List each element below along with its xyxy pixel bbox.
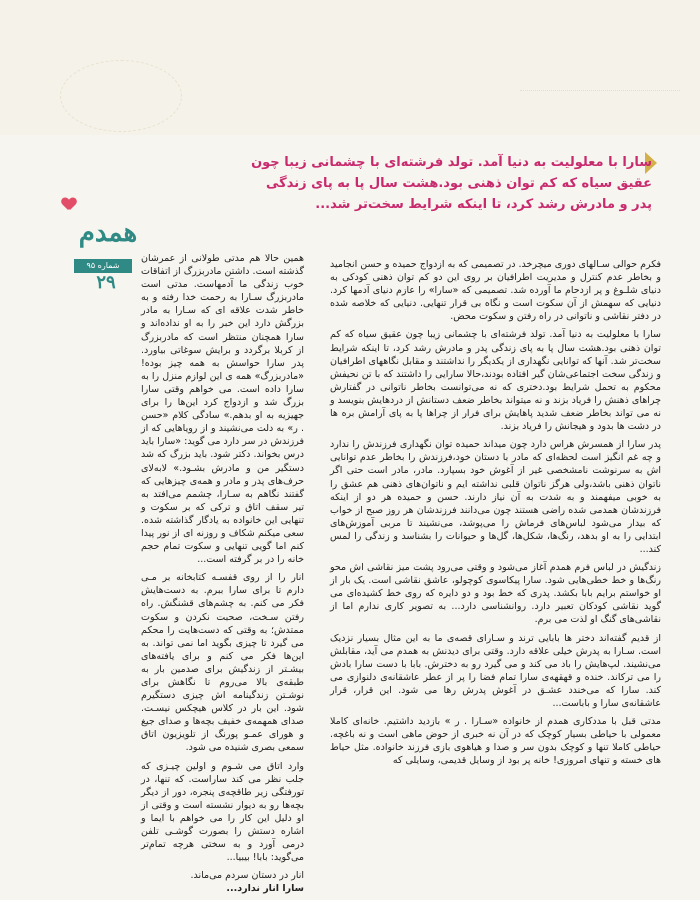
paragraph: مدتی قبل با مددکاری همدم از خانواده «سـارا . ر » بازدید داشتیم. خانه‌ای کاملا معمولی با حیاطی بسیار کوچک که در آن نه خبری از حوض ماهی است و نه باغچه. حیاطی کاملا تنها و کوچک بدون سر و صدا و هیاهوی بازی فرزند خانواده. مثل حیاط های خسته و تنهای امروزی! خانه پر بود از وسایل قدیمی، وسایلی که bbox=[330, 716, 661, 767]
decorative-swirl bbox=[60, 60, 182, 132]
article-ending: سارا انار ندارد... bbox=[226, 883, 304, 895]
heart-icon bbox=[62, 198, 76, 210]
paragraph: زندگیش در لباس فرم همدم آغاز می‌شود و وقتی می‌رود پشت میز نقاشی اش محو رنگ‌ها و خط خطی‌هایی شود. سارا پیکاسوی کوچولو، عاشق نقاشی است. یک بار از او خواستم برایم بابا بکشد. پدری که خط بود و دو دایره که روی خط کشیده‌ای می گوید نقاشی کودکان تعبیر دارد. روانشناسی دارد... به تصویر کاری ندارم اما از نقاشی‌های گنگ او لذت می برم. bbox=[330, 562, 661, 626]
page-number: ۲۹ bbox=[96, 272, 116, 293]
paragraph: وارد اتاق می شـوم و اولین چیـزی که جلب نظر می کند ساراست. که تنها، در تورفتگی زیر طاقچه‌ی پنجره، دور از دیگر بچه‌ها رو به دیوار نشسته است و وقتی از او دلیل این کار را می خواهم با ایما و اشاره دستش را بصورت گوشـی تلفن درمی آورد و به سختی هرچه تمام‌تر می‌گوید: بابا! بیبیا... bbox=[141, 760, 304, 864]
paragraph: فکرم حوالی سـالهای دوری میچرخد. در تصمیمی که به ازدواج حمیده و حسن انجامید و بخاطر عدم کنترل و مدیریت اطرافیان بر روی این دو کم توان ذهنی کودکی به دنیای شلـوغ و پر ازدحام ما آورده شد. تصمیمی که «سارا» را عازم دنیای آدمها کرد. دنیایی که سهمش از آن سکوت است و نگاه بی قرار تنهایی. دنیایی که خلاصه شده در دفتر نقاشی و ناتوانی در راه رفتن و سکوت محض. bbox=[330, 259, 661, 323]
magazine-logo: همدم bbox=[78, 218, 138, 248]
decorative-line bbox=[520, 90, 680, 121]
article-column-left bbox=[141, 252, 304, 900]
paragraph: پدر سارا از همسرش هراس دارد چون میداند حمیده توان نگهداری فرزندش را ندارد و چه غم انگیز است لحظه‌ای که مادر با دستان خود،فرزندش را بخاطر عدم توانایی اش به سرنوشت نامشخصی غیر از آغوش خود بسپارد. مادر، مادر است حتی اگر ناتوان ذهنی باشد،ولی هرگز ناتوان قلبی نداشته ایم و ناتوان‌های ذهنی هم عشق را به خوبی میفهمند و به شدت به آن نیاز دارند. حسن و حمیده هر دو از اینکه فرزندشان همدمی شده راضی هستند چون می‌دانند فرزندشان هر روز صبح از خواب که بیدار می‌شود لباس‌های فرماش را می‌پوشد، می‌نشیند تا مربی آموزش‌های ابتدایی را به او بدهد، رنگ‌ها، شکل‌ها، گل‌ها و حیوانات را بشناسد و زندگی را لمس کند... bbox=[330, 439, 661, 555]
issue-badge: شماره ۹۵ bbox=[74, 259, 132, 273]
paragraph: انار در دستان سردم می‌ماند. bbox=[190, 870, 304, 882]
paragraph: سارا با معلولیت به دنیا آمد. تولد فرشته‌ای با چشمانی زیبا چون عقیق سیاه که کم توان ذهنی بود.هشت سال پا به پای زندگی پدر و مادرش رشد کرد، تا اینکه شرایط سخت‌تر شد. آنها که توانایی نگهداری از یکدیگر را نداشتند و مقابل نگاههای اطرافیان و زندگی سخت اجتماعی‌شان گیر افتاده بودند،حالا سارایی را داشتند که با تن نحیفش محکوم به تحمل شرایط بود.دختری که نه می‌توانست بخاطر ناتوانی در گفتارش چراهای ذهنش را فریاد بزند و نه میتواند بخاطر ضعف دستانش از دردهایش بنویسد و نه می تواند بخاطر ضعف شدید پاهایش برای فرار از چراها پا به پای آرامش بره ها در دشت ها بدود و هیجانش را فریاد بزند. bbox=[330, 329, 661, 433]
paragraph: انار را از روی قفسـه کتابخانه بر مـی دارم تا برای سارا ببرم. به دست‌هایش فکر می کنم. به چشم‌های قشنگش. راه رفتن سـخت، صحبت نکردن و سکوت ممتدش؛ به وقتی که دست‌هایت را محکم می گیرد تا چیزی بگوید اما نمی تواند. به این‌ها فکر می کنم و برای یافته‌های بیشـتر از زندگیش برای صدمین بار به طبقه‌ی بالا می‌روم تا نگاهش برای نوشـتن زندگینامه اش چیزی دستگیرم شود. این بار در کلاس هیچکس نیسـت. صدای همهمه‌ی خفیف بچه‌ها و صدای جیغ و هورای عمـو پورنگ از تلویزیون اتاق سمعی بصری شنیده می شود. bbox=[141, 572, 304, 754]
paragraph: از قدیم گفته‌اند دختر ها بابایی ترند و سـارای قصه‌ی ما به این مثال بسیار نزدیک است. سـارا به پدرش خیلی علاقه دارد. وقتی برای دیدنش به همدم می آید، مقابلش می‌نشیند. لپ‌هایش را باد می کند و می گیرد رو به دخترش. بابا با دست سارا بادش را می ترکاند. خنده و قهقهه‌ی سارا تمام فضا را پر از عطر عاشقانه‌ی دلنوازی می کند. سارا که می‌خندد عشـق در آغوش پدرش رها می شود. این قرار، قرار عاشقانه‌ی سارا و باباست... bbox=[330, 632, 661, 709]
article-column-right bbox=[330, 258, 661, 772]
lead-paragraph: سارا با معلولیت به دنیا آمد. تولد فرشته‌ای با چشمانی زیبا چون عقیق سیاه که کم توان ذهنی بود.هشت سال پا به پای زندگی پدر و مادرش رشد کرد، تا اینکه شرایط سخت‌تر شد... bbox=[251, 155, 652, 212]
paragraph: همین حالا هم مدتی طولانی از عمرشان گذشته است. داشتن مادربزرگ از اتفاقات خوب زندگی ما آدمهاست. مدتی است مادربزرگ سـارا به رحمت خدا رفته و به خاطر شدت علاقه ای که سـارا به مادر بزرگش دارد این خبر را به او نداده‌اند و سارا همچنان منتظر است که مادربزرگ از کربلا برگردد و برایش سوغاتی بیاورد. پدر سارا حواسش به همه چیز بوده! «مادربزرگ» همه ی این لوازم منزل را به سارا داده است. می خواهم وقتی سارا بزرگ شد و ازدواج کرد این‌ها را برای جهیزیه به او بدهم.» سادگی کلام «حسن . ر» به دلت می‌نشیند و از رویاهایی که از فرزندش در سر دارد می گوید: «سارا باید درس بخواند. دکتر شود. باید بزرگ که شد دستگیر من و مادرش بشـود.» لابه‌لای حرف‌های پدر و مادر و همه‌ی چیزهایی که گفتند نگاهم به سـارا، چشمم می‌افتد به تیر سقف اتاق و ترکی که بر سکوت و تنهایی این خانواده به یادگار گذاشته شده. سعی میکنم شکاف و روزنه ای از نور پیدا کنم اما گویی تنهایی و سکوت تمام حجم خانه را در بر گرفته است... bbox=[141, 253, 304, 566]
